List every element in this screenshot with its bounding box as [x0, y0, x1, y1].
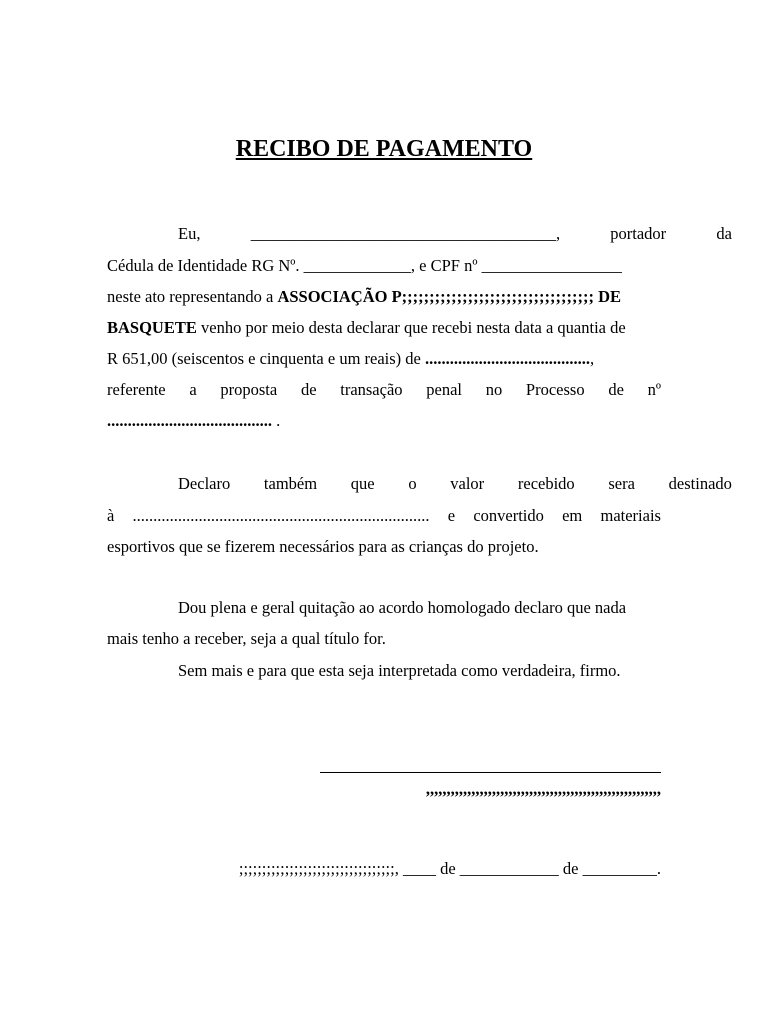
- word: materiais: [600, 506, 661, 525]
- word: no: [485, 380, 503, 399]
- word: sera: [608, 474, 635, 493]
- word: nº: [647, 380, 661, 399]
- word: Declaro: [178, 474, 231, 493]
- word: recebido: [517, 474, 575, 493]
- p3-line-1: [107, 597, 732, 619]
- p1-line-1: [107, 223, 732, 245]
- signature-line: [320, 772, 661, 773]
- text: neste ato representando a: [107, 287, 278, 306]
- association-name-cont: BASQUETE: [107, 318, 197, 337]
- p1-line-2: [107, 255, 661, 277]
- word: convertido: [473, 506, 544, 525]
- word: o: [408, 474, 417, 493]
- p3-line-3: [107, 660, 732, 682]
- payer-blank: ........................................: [425, 349, 590, 368]
- p2-line-2: [107, 505, 661, 527]
- text: Eu,: [178, 224, 201, 243]
- word: a: [189, 380, 197, 399]
- p2-line-1: [107, 473, 732, 495]
- p1-line-4: [107, 317, 661, 339]
- word: e: [447, 506, 456, 525]
- text: portador: [610, 224, 667, 243]
- word: penal: [426, 380, 462, 399]
- word: em: [562, 506, 583, 525]
- p1-line-7: [107, 410, 661, 432]
- word: também: [263, 474, 318, 493]
- signature-name: ,,,,,,,,,,,,,,,,,,,,,,,,,,,,,,,,,,,,,,,,,,,,,,,,,,,,,,,,,: [425, 779, 661, 798]
- p2-line-3: [107, 536, 661, 558]
- association-name: ASSOCIAÇÃO P;;;;;;;;;;;;;;;;;;;;;;;;;;;;;;;;;;; DE: [277, 287, 622, 306]
- word: Processo: [525, 380, 585, 399]
- destination-blank: ........................................................................: [132, 506, 430, 525]
- word: proposta: [220, 380, 278, 399]
- word: valor: [450, 474, 485, 493]
- word: à: [107, 506, 115, 525]
- text: Dou plena e geral quitação ao acordo homologado declaro que nada: [178, 598, 627, 617]
- text: .: [272, 411, 281, 430]
- amount-text: R 651,00 (seiscentos e cinquenta e um reais) de: [107, 349, 425, 368]
- process-number-blank: ........................................: [107, 411, 272, 430]
- word: referente: [107, 380, 166, 399]
- p3-line-2: [107, 628, 661, 650]
- word: que: [350, 474, 375, 493]
- date-line: ;;;;;;;;;;;;;;;;;;;;;;;;;;;;;;;;;;, ____ de ____________ de _________.: [238, 859, 661, 878]
- text: venho por meio desta declarar que recebi nesta data a quantia de: [196, 318, 626, 337]
- p1-line-5: [107, 348, 661, 370]
- word: destinado: [668, 474, 732, 493]
- text: da: [716, 224, 732, 243]
- text: ,: [590, 349, 595, 368]
- text: Cédula de Identidade RG Nº. _____________, e CPF nº _________________: [107, 256, 622, 275]
- word: transação: [340, 380, 403, 399]
- blank-name-field: _____________________________________,: [250, 224, 561, 243]
- text: esportivos que se fizerem necessários para as crianças do projeto.: [107, 537, 539, 556]
- word: de: [608, 380, 624, 399]
- text: Sem mais e para que esta seja interpretada como verdadeira, firmo.: [178, 661, 621, 680]
- p1-line-6: [107, 379, 661, 401]
- p1-line-3: [107, 286, 661, 308]
- page-title: RECIBO DE PAGAMENTO: [235, 136, 533, 162]
- word: de: [300, 380, 317, 399]
- text: mais tenho a receber, seja a qual título for.: [107, 629, 386, 648]
